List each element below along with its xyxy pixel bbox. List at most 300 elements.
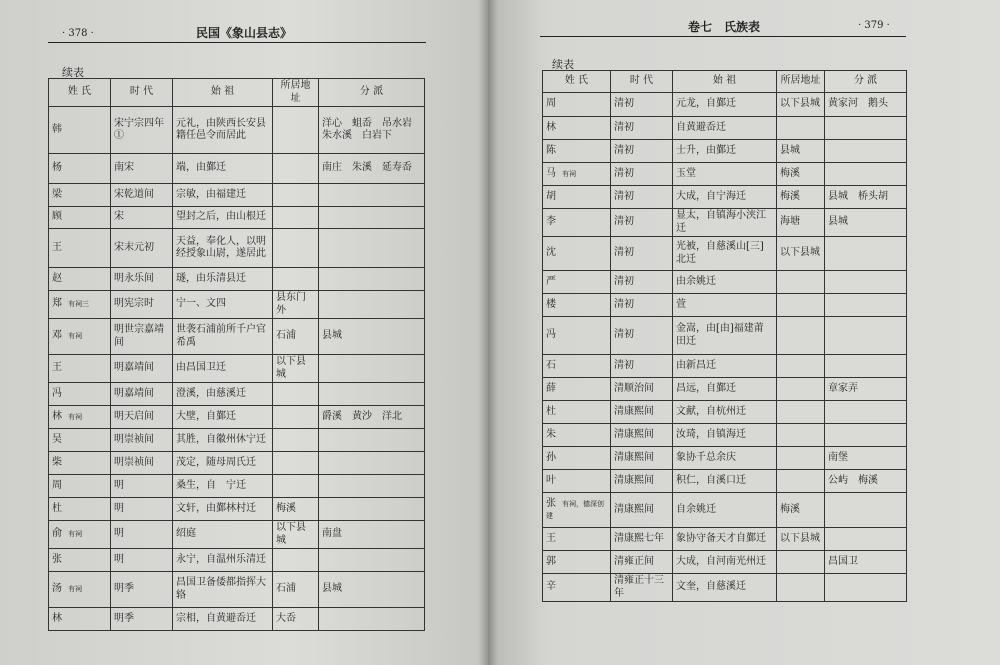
ancestor-cell: 玉堂 [673,163,777,186]
branches-cell [319,452,425,475]
surname: 薛 [546,382,556,394]
right-continued-label: 续表 [552,58,574,71]
residence-cell [777,294,825,317]
surname-cell [49,549,111,572]
ancestor-cell: 元龙，自鄞迁 [673,93,777,117]
era-cell: 明 [111,475,173,498]
residence-cell: 梅溪 [777,493,825,528]
era-cell: 明嘉靖间 [111,383,173,406]
surname: 张 [52,553,62,565]
era-cell: 清初 [611,237,673,271]
table-row [543,317,907,355]
table-row [49,498,425,521]
col-header-residence: 所居地址 [777,71,825,93]
era-cell: 明崇祯间 [111,452,173,475]
surname: 朱 [546,428,556,440]
surname: 周 [52,479,62,491]
residence-cell: 县东门外 [273,291,319,319]
branches-cell [825,424,907,447]
ancestor-cell: 桑生，自 宁迁 [173,475,273,498]
ancestor-cell: 文献，自杭州迁 [673,401,777,424]
left-clan-table [48,78,425,631]
residence-cell [273,207,319,229]
ancestor-cell: 文奎，自慈溪迁 [673,574,777,602]
ancestor-cell: 大成，自宁海迁 [673,186,777,209]
residence-cell: 石浦 [273,572,319,608]
branches-cell: 南堡 [825,447,907,470]
branches-cell [319,549,425,572]
surname: 吴 [52,433,62,445]
era-cell: 清初 [611,317,673,355]
residence-cell [273,475,319,498]
era-cell: 明季 [111,608,173,631]
branches-cell [825,317,907,355]
surname-cell [543,163,611,186]
residence-cell [273,229,319,268]
branches-cell: 南庄 朱溪 延寿岙 [319,154,425,184]
surname-cell [49,498,111,521]
surname-cell [49,406,111,429]
residence-cell [273,184,319,207]
surname-cell [49,452,111,475]
branches-cell: 爵溪 黄沙 洋北 [319,406,425,429]
table-row [49,184,425,207]
left-running-title: 民国《象山县志》 [196,26,293,40]
ancestor-cell: 大壁，自鄞迁 [173,406,273,429]
branches-cell [825,294,907,317]
col-header-surname: 姓 氏 [543,71,611,93]
residence-cell: 梅溪 [777,186,825,209]
table-row [49,452,425,475]
surname-cell [49,572,111,608]
surname: 林 [52,612,62,624]
surname: 李 [546,216,556,228]
surname-cell [49,154,111,184]
surname: 冯 [546,329,556,341]
surname-cell [49,521,111,549]
table-row [49,549,425,572]
era-cell: 清雍正十三年 [611,574,673,602]
ancestor-cell: 澄溪，由慈溪迁 [173,383,273,406]
surname: 叶 [546,474,556,486]
surname: 杜 [546,405,556,417]
era-cell: 宋 [111,207,173,229]
surname-cell [49,355,111,383]
era-cell: 明崇祯间 [111,429,173,452]
ancestor-cell: 元礼，由陕西长安县籍任邑令而居此 [173,107,273,154]
era-cell: 清初 [611,209,673,237]
surname: 赵 [52,272,62,284]
table-row [543,493,907,528]
residence-cell: 以下县城 [777,93,825,117]
ancestor-cell: 宗相，自黄避岙迁 [173,608,273,631]
surname: 邓 [52,330,62,342]
ancestor-cell: 由新昌迁 [673,355,777,378]
surname: 冯 [52,387,62,399]
ancestor-cell: 宁一、文四 [173,291,273,319]
table-row [543,140,907,163]
table-row [49,229,425,268]
era-cell: 清初 [611,140,673,163]
surname-cell [543,93,611,117]
branches-cell: 南盘 [319,521,425,549]
table-row [49,406,425,429]
table-row [49,207,425,229]
surname: 陈 [546,144,556,156]
era-cell: 清康熙七年 [611,528,673,551]
left-page-number: · 378 · [62,28,94,39]
branches-cell [319,498,425,521]
branches-cell [825,528,907,551]
residence-cell: 以下县城 [273,355,319,383]
era-cell: 清康熙间 [611,493,673,528]
branches-cell: 县城 [825,209,907,237]
ancestor-cell: 永宁，自温州乐清迁 [173,549,273,572]
surname-cell [543,401,611,424]
ancestor-cell: 金嵩，由[由]福建莆田迁 [673,317,777,355]
branches-cell [825,163,907,186]
ancestor-cell: 萱 [673,294,777,317]
right-header-rule [540,36,906,37]
surname-cell [49,608,111,631]
right-clan-table [542,70,907,602]
surname: 杜 [52,502,62,514]
surname: 顾 [52,211,62,223]
branches-cell [319,383,425,406]
ancestor-cell: 绍庭 [173,521,273,549]
ancestral-hall-note: 有祠，德深创建 [546,499,604,520]
residence-cell [777,355,825,378]
era-cell: 清康熙间 [611,424,673,447]
ancestor-cell: 显太，自镇海小浃江迁 [673,209,777,237]
residence-cell: 以下县城 [777,237,825,271]
table-row [49,154,425,184]
surname-cell [543,294,611,317]
era-cell: 明季 [111,572,173,608]
ancestral-hall-note: 有祠 [562,169,576,178]
residence-cell [777,551,825,574]
surname-cell [543,140,611,163]
right-running-title: 卷七 氏族表 [688,20,761,34]
table-row [49,107,425,154]
surname-cell [543,271,611,294]
table-row [543,294,907,317]
table-row [543,378,907,401]
ancestral-hall-note: 有祠三 [68,300,89,309]
branches-cell [825,237,907,271]
ancestor-cell: 望封之后，由山根迁 [173,207,273,229]
surname: 辛 [546,581,556,593]
table-row [49,319,425,355]
surname: 王 [52,241,62,253]
surname: 沈 [546,247,556,259]
left-page [0,0,488,665]
ancestor-cell: 汝琦，自镇海迁 [673,424,777,447]
era-cell: 宋末元初 [111,229,173,268]
residence-cell: 石浦 [273,319,319,355]
era-cell: 清初 [611,117,673,140]
ancestor-cell: 世袭石浦前所千户官希禹 [173,319,273,355]
ancestor-cell: 自黄避岙迁 [673,117,777,140]
table-row [543,117,907,140]
surname-cell [543,186,611,209]
surname: 楼 [546,298,556,310]
ancestor-cell: 士升，由鄞迁 [673,140,777,163]
surname-cell [49,383,111,406]
table-row [49,355,425,383]
branches-cell [319,291,425,319]
table-row [543,424,907,447]
ancestral-hall-note: 有祠 [68,332,82,341]
residence-cell [273,429,319,452]
surname: 马 [546,167,556,179]
branches-cell: 县城 [319,572,425,608]
surname: 孙 [546,451,556,463]
era-cell: 宋乾道间 [111,184,173,207]
surname-cell [543,493,611,528]
surname: 张 [546,497,556,509]
table-row [543,163,907,186]
residence-cell [273,107,319,154]
surname: 周 [546,98,556,110]
residence-cell [777,317,825,355]
branches-cell [319,184,425,207]
era-cell: 清初 [611,355,673,378]
ancestor-cell: 昌远，自鄞迁 [673,378,777,401]
residence-cell [777,271,825,294]
residence-cell: 县城 [777,140,825,163]
surname-cell [49,291,111,319]
col-header-ancestor: 始 祖 [673,71,777,93]
right-page-number: · 379 · [858,20,890,31]
residence-cell [777,424,825,447]
era-cell: 清顺治间 [611,378,673,401]
table-row [49,268,425,291]
table-row [543,355,907,378]
branches-cell: 公屿 梅溪 [825,470,907,493]
residence-cell [777,447,825,470]
surname: 林 [546,121,556,133]
surname: 郭 [546,555,556,567]
branches-cell [319,207,425,229]
branches-cell [825,574,907,602]
branches-cell: 县城 桥头胡 [825,186,907,209]
residence-cell: 海塘 [777,209,825,237]
col-header-branches: 分 派 [825,71,907,93]
surname-cell [49,107,111,154]
table-row [49,383,425,406]
surname: 王 [546,532,556,544]
surname: 严 [546,275,556,287]
era-cell: 清初 [611,186,673,209]
surname-cell [543,551,611,574]
branches-cell: 昌国卫 [825,551,907,574]
table-row [49,475,425,498]
era-cell: 明 [111,498,173,521]
branches-cell: 洋心 蛆岙 吊水岩 朱水溪 白岩下 [319,107,425,154]
surname-cell [543,378,611,401]
ancestor-cell: 天益，奉化人，以明经授象山尉，遂居此 [173,229,273,268]
ancestor-cell: 积仁，自溪口迁 [673,470,777,493]
ancestral-hall-note: 有祠 [68,530,82,539]
residence-cell [777,401,825,424]
col-header-ancestor: 始 祖 [173,79,273,107]
col-header-branches: 分 派 [319,79,425,107]
branches-cell [319,268,425,291]
table-row [543,237,907,271]
surname-cell [49,184,111,207]
ancestor-cell: 其胜，自徽州休宁迁 [173,429,273,452]
era-cell: 清康熙间 [611,401,673,424]
table-row [49,429,425,452]
table-row [543,447,907,470]
residence-cell: 以下县城 [273,521,319,549]
surname: 王 [52,362,62,374]
branches-cell [825,401,907,424]
branches-cell [319,475,425,498]
table-row [49,572,425,608]
era-cell: 宋宁宗四年① [111,107,173,154]
surname: 韩 [52,123,62,135]
surname-cell [49,475,111,498]
col-header-surname: 姓 氏 [49,79,111,107]
era-cell: 明 [111,521,173,549]
ancestor-cell: 端，由鄞迁 [173,154,273,184]
col-header-era: 时 代 [111,79,173,107]
era-cell: 明 [111,549,173,572]
surname-cell [543,209,611,237]
surname: 梁 [52,188,62,200]
ancestor-cell: 昌国卫备倭都指挥大辂 [173,572,273,608]
era-cell: 明世宗嘉靖间 [111,319,173,355]
surname-cell [543,528,611,551]
era-cell: 清康熙间 [611,447,673,470]
surname: 石 [546,359,556,371]
residence-cell [273,452,319,475]
ancestor-cell: 茂定，随母周氏迁 [173,452,273,475]
branches-cell: 县城 [319,319,425,355]
surname-cell [49,207,111,229]
ancestor-cell: 宗敏，由福建迁 [173,184,273,207]
residence-cell: 以下县城 [777,528,825,551]
ancestor-cell: 由昌国卫迁 [173,355,273,383]
surname-cell [543,355,611,378]
table-row [49,291,425,319]
era-cell: 清初 [611,294,673,317]
surname: 郑 [52,298,62,310]
ancestor-cell: 光被，自慈溪山[三]北迁 [673,237,777,271]
era-cell: 清康熙间 [611,470,673,493]
table-row [543,551,907,574]
table-row [543,574,907,602]
ancestor-cell: 自余姚迁 [673,493,777,528]
surname-cell [543,317,611,355]
table-row [543,528,907,551]
surname-cell [543,574,611,602]
era-cell: 南宋 [111,154,173,184]
era-cell: 明天启间 [111,406,173,429]
residence-cell [273,154,319,184]
residence-cell [273,406,319,429]
branches-cell: 章家弄 [825,378,907,401]
branches-cell [825,355,907,378]
table-row [543,209,907,237]
col-header-residence: 所居地址 [273,79,319,107]
table-row [49,521,425,549]
ancestor-cell: 由余姚迁 [673,271,777,294]
table-row [543,470,907,493]
ancestor-cell: 大成，自河南光州迁 [673,551,777,574]
surname-cell [49,319,111,355]
ancestor-cell: 象协守备天才自鄞迁 [673,528,777,551]
book-gutter [478,0,498,665]
left-continued-label: 续表 [62,66,84,79]
surname: 杨 [52,162,62,174]
residence-cell [777,378,825,401]
branches-cell [319,355,425,383]
residence-cell [273,268,319,291]
ancestor-cell: 璲，由乐清县迁 [173,268,273,291]
surname-cell [49,429,111,452]
residence-cell [777,117,825,140]
table-row [49,608,425,631]
left-header-rule [48,42,426,43]
ancestor-cell: 象协千总余庆 [673,447,777,470]
residence-cell [777,574,825,602]
era-cell: 明嘉靖间 [111,355,173,383]
table-row [543,271,907,294]
branches-cell [319,229,425,268]
branches-cell [825,117,907,140]
ancestral-hall-note: 有祠 [68,585,82,594]
era-cell: 清初 [611,93,673,117]
residence-cell [273,383,319,406]
surname: 俞 [52,528,62,540]
era-cell: 清初 [611,163,673,186]
era-cell: 清初 [611,271,673,294]
residence-cell [273,549,319,572]
col-header-era: 时 代 [611,71,673,93]
residence-cell: 大岙 [273,608,319,631]
branches-cell [825,271,907,294]
branches-cell [319,429,425,452]
era-cell: 清雍正间 [611,551,673,574]
ancestor-cell: 文轩，由鄞林村迁 [173,498,273,521]
surname-cell [543,470,611,493]
residence-cell [777,470,825,493]
table-row [543,93,907,117]
surname-cell [543,237,611,271]
surname: 胡 [546,190,556,202]
table-row [543,186,907,209]
surname: 林 [52,410,62,422]
surname: 柴 [52,456,62,468]
residence-cell: 梅溪 [777,163,825,186]
residence-cell: 梅溪 [273,498,319,521]
era-cell: 明宪宗时 [111,291,173,319]
surname-cell [543,424,611,447]
branches-cell [825,493,907,528]
branches-cell [825,140,907,163]
table-row [543,401,907,424]
surname-cell [49,268,111,291]
surname-cell [543,117,611,140]
surname: 汤 [52,583,62,595]
branches-cell [319,608,425,631]
ancestral-hall-note: 有祠 [68,412,82,421]
era-cell: 明永乐间 [111,268,173,291]
branches-cell: 黄家河 鹅头 [825,93,907,117]
